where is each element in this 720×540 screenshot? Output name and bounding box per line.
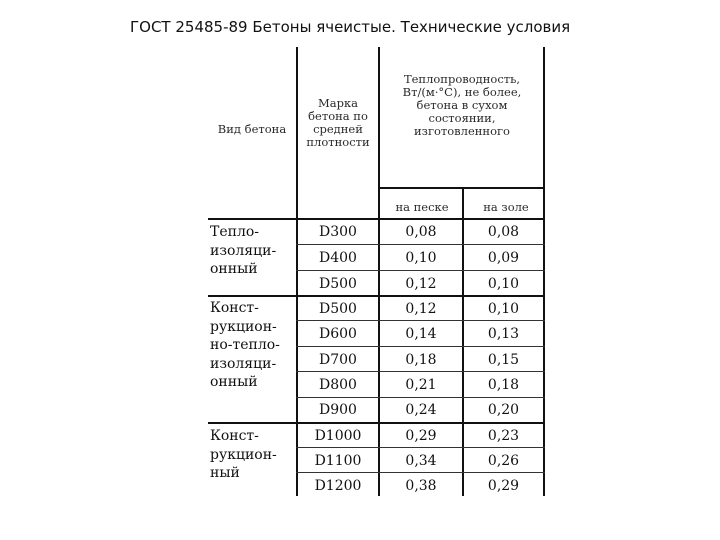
col-divider xyxy=(543,47,545,496)
ash-cell: 0,09 xyxy=(487,250,520,266)
sand-cell: 0,24 xyxy=(405,402,437,418)
header-bottom xyxy=(208,218,545,220)
sand-cell: 0,18 xyxy=(405,352,437,368)
ash-cell: 0,26 xyxy=(487,453,520,469)
ash-cell: 0,20 xyxy=(487,402,520,418)
header-ash: на золе xyxy=(483,200,529,214)
sand-cell: 0,14 xyxy=(405,326,437,342)
ash-cell: 0,10 xyxy=(487,301,520,317)
header-type: Вид бетона xyxy=(217,122,287,136)
sand-cell: 0,08 xyxy=(405,224,437,240)
table-scan xyxy=(208,47,548,496)
group-type-label: Тепло-изоляци-онный xyxy=(210,224,277,277)
group-divider xyxy=(208,295,545,297)
grade-cell: D500 xyxy=(319,276,357,292)
sand-cell: 0,12 xyxy=(405,301,437,317)
ash-cell: 0,15 xyxy=(487,352,520,368)
grade-cell: D600 xyxy=(319,326,357,342)
ash-cell: 0,18 xyxy=(487,377,520,393)
row-divider xyxy=(296,447,545,448)
ash-cell: 0,29 xyxy=(487,478,520,494)
group-type-label: Конст-рукцион-ный xyxy=(210,428,277,481)
header-grade: Марка бетона по средней плотности xyxy=(306,96,370,149)
grade-cell: D900 xyxy=(319,402,357,418)
grade-cell: D400 xyxy=(319,250,357,266)
grade-cell: D1100 xyxy=(314,453,362,469)
row-divider xyxy=(296,270,545,271)
row-divider xyxy=(296,346,545,347)
row-divider xyxy=(296,371,545,372)
sand-cell: 0,12 xyxy=(405,276,437,292)
header-divider xyxy=(378,187,545,189)
sand-cell: 0,34 xyxy=(405,453,437,469)
ash-cell: 0,10 xyxy=(487,276,520,292)
group-divider xyxy=(208,422,545,424)
grade-cell: D300 xyxy=(319,224,357,240)
grade-cell: D1200 xyxy=(314,478,362,494)
row-divider xyxy=(296,320,545,321)
sand-cell: 0,21 xyxy=(405,377,437,393)
grade-cell: D700 xyxy=(319,352,357,368)
row-divider xyxy=(296,397,545,398)
slide-title: ГОСТ 25485-89 Бетоны ячеистые. Технические условия xyxy=(130,18,571,36)
sand-cell: 0,38 xyxy=(405,478,437,494)
group-type-label: Конст-рукцион-но-тепло-изоляци-онный xyxy=(210,300,280,390)
header-conductivity: Теплопроводность, Вт/(м·°С), не более, бетона в сухом состоянии, изготовленного xyxy=(402,72,522,138)
ash-cell: 0,08 xyxy=(487,224,520,240)
ash-cell: 0,13 xyxy=(487,326,520,342)
sand-cell: 0,10 xyxy=(405,250,437,266)
ash-cell: 0,23 xyxy=(487,428,520,444)
header-sand: на песке xyxy=(395,200,449,214)
row-divider xyxy=(296,472,545,473)
row-divider xyxy=(296,244,545,245)
grade-cell: D1000 xyxy=(314,428,362,444)
grade-cell: D500 xyxy=(319,301,357,317)
grade-cell: D800 xyxy=(319,377,357,393)
sand-cell: 0,29 xyxy=(405,428,437,444)
